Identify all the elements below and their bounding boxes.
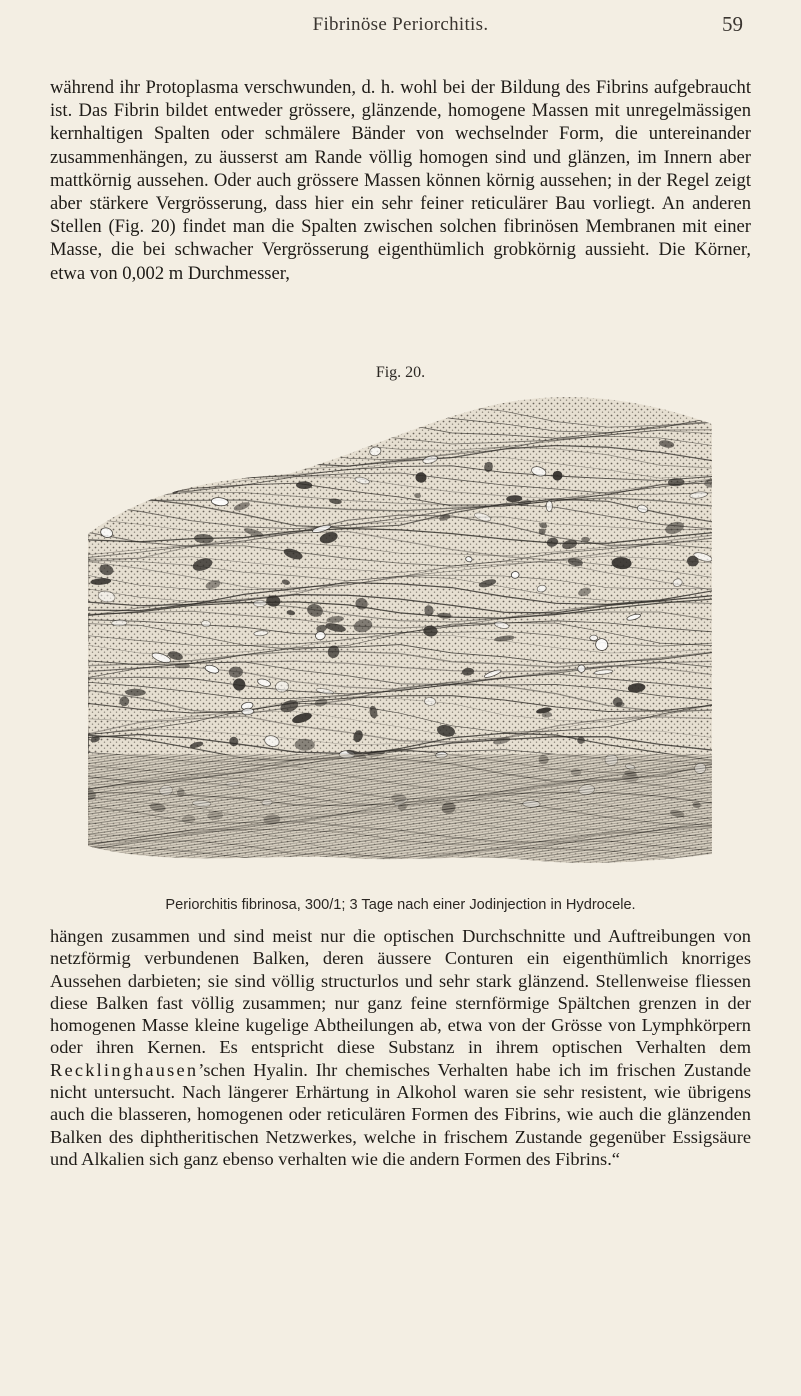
figure-caption: Periorchitis fibrinosa, 300/1; 3 Tage nach einer Jodinjection in Hydrocele.: [165, 897, 636, 913]
cell-nucleus: [511, 571, 519, 579]
cell-nucleus: [581, 537, 589, 542]
cell-nucleus: [106, 444, 127, 456]
cell-nucleus: [546, 501, 552, 512]
cell-nucleus: [296, 482, 312, 489]
cell-nucleus: [416, 473, 427, 483]
cell-nucleus: [315, 439, 335, 454]
cell-nucleus: [88, 491, 98, 504]
cell-nucleus: [253, 600, 266, 607]
cell-nucleus: [578, 665, 586, 673]
author-name: Recklinghausen: [50, 1059, 199, 1080]
cell-nucleus: [250, 427, 260, 436]
running-title: Fibrinöse Periorchitis.: [312, 14, 489, 35]
cell-nucleus: [126, 689, 146, 696]
cell-nucleus: [295, 739, 315, 751]
paragraph-2-text-b: ’schen Hyalin. Ihr chemisches Verhalten habe ich im frischen Zustande nicht untersucht. Nach längerer Erhärtung in Alkohol waren sie sehr resistent, wie übrigens auch die blasseren, homogenen oder reticulären Formen des Fibrins, wie auch die glänzenden Balken des diphtheritischen Netzwerkes, welche in frischem Zustande gegenüber Essigsäure und Alkalien sich ganz ebenso verhalten wie die andern Formen des Fibrins.“: [50, 1059, 751, 1169]
cell-nucleus: [542, 712, 552, 717]
page-number: 59: [722, 12, 743, 36]
cell-nucleus: [175, 664, 189, 668]
paragraph-2-text-a: hängen zusammen und sind meist nur die optischen Durchschnitte und Auftreibungen von netzförmig verbundenen Balken, deren äussere Conturen ein eigenthümlich knorriges Aussehen darbieten; sie sind völlig structurlos und sehr stark glänzend. Stellenweise fliessen diese Balken fast völlig zusammen; nur ganz feine sternförmige Spältchen grenzen in der homogenen Masse kleine kugelige Abtheilungen ab, etwa von der Grösse von Lymphkörpern oder ihren Kernen. Es entspricht diese Substanz in ihrem optischen Verhalten dem: [50, 926, 751, 1058]
running-head: [0, 10, 801, 40]
cell-nucleus: [253, 464, 272, 473]
cell-nucleus: [123, 457, 143, 467]
cell-nucleus: [246, 459, 258, 465]
lower-fibrin-layer: [88, 754, 712, 864]
cell-nucleus: [506, 495, 521, 502]
paragraph-1: während ihr Protoplasma verschwunden, d. h. wohl bei der Bildung des Fibrins aufgebraucht ist. Das Fibrin bildet entweder grössere, glänzende, homogene Massen mit unregelmässigen kernhaltigen Spalten oder schmälere Bänder von wechselnder Form, die untereinander zusammenhängen, zu äusserst am Rande völlig homogen sind und glänzen, im Innern aber mattkörnig aussehen. Oder auch grössere Massen können körnig aussehen; in der Regel zeigt aber stärkere Vergrösserung, dass hier ein sehr feiner reticulärer Bau vorliegt. An anderen Stellen (Fig. 20) findet man die Spalten zwischen solchen fibrinösen Membranen mit einer Masse, die bei schwacher Vergrösserung eigenthümlich grobkörnig aussieht. Die Körner, etwa von 0,002 m Durchmesser,: [50, 77, 751, 284]
cell-nucleus: [668, 478, 684, 486]
cell-nucleus: [103, 433, 124, 449]
cell-nucleus: [438, 613, 452, 619]
cell-nucleus: [414, 493, 421, 498]
cell-nucleus: [197, 445, 213, 455]
paragraph-2: [50, 925, 751, 1170]
cell-nucleus: [229, 667, 242, 677]
figure-label: Fig. 20.: [375, 364, 426, 381]
tissue-section: [88, 384, 712, 880]
cell-nucleus: [365, 422, 379, 430]
histology-figure: [88, 384, 712, 880]
cell-nucleus: [235, 440, 243, 448]
cell-nucleus: [590, 635, 598, 641]
histology-illustration: [88, 384, 712, 880]
cell-nucleus: [111, 620, 127, 627]
